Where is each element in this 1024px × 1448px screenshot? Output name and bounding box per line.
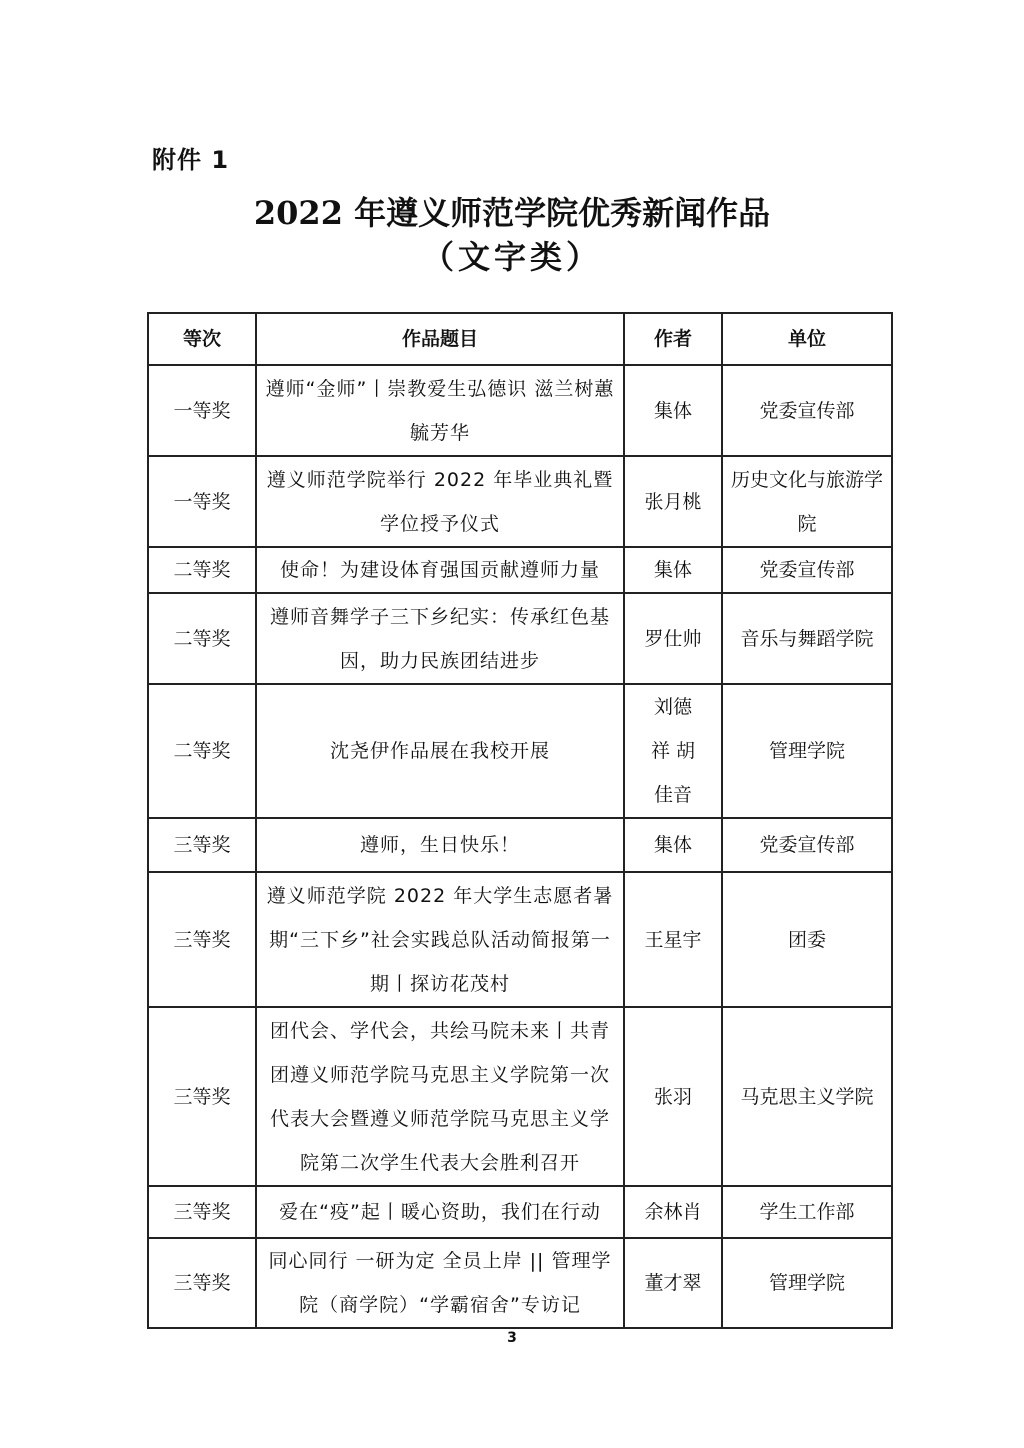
document-title: 2022 年遵义师范学院优秀新闻作品 xyxy=(253,194,771,232)
rank-cell: 一等奖 xyxy=(148,456,256,547)
unit-cell: 马克思主义学院 xyxy=(722,1007,892,1186)
rank-cell: 三等奖 xyxy=(148,872,256,1007)
document-subtitle: （文字类） xyxy=(421,238,602,276)
table-row xyxy=(148,818,892,872)
author-cell: 刘德祥 胡佳音 xyxy=(624,684,722,818)
author-cell: 集体 xyxy=(624,818,722,872)
table-row xyxy=(148,365,892,456)
title-cell: 遵师，生日快乐！ xyxy=(256,818,624,872)
author-cell: 董才翠 xyxy=(624,1238,722,1328)
rank-cell: 三等奖 xyxy=(148,1238,256,1328)
unit-cell: 党委宣传部 xyxy=(722,547,892,593)
awards-table xyxy=(147,312,893,1329)
unit-cell: 团委 xyxy=(722,872,892,1007)
title-cell: 遵义师范学院举行 2022 年毕业典礼暨学位授予仪式 xyxy=(256,456,624,547)
title-cell: 沈尧伊作品展在我校开展 xyxy=(256,684,624,818)
unit-cell: 管理学院 xyxy=(722,684,892,818)
unit-cell: 学生工作部 xyxy=(722,1186,892,1238)
rank-cell: 二等奖 xyxy=(148,547,256,593)
unit-cell: 历史文化与旅游学院 xyxy=(722,456,892,547)
table-row xyxy=(148,1238,892,1328)
table-row xyxy=(148,1007,892,1186)
header-rank: 等次 xyxy=(148,313,256,365)
table-row xyxy=(148,593,892,684)
title-cell: 使命！为建设体育强国贡献遵师力量 xyxy=(256,547,624,593)
author-cell: 张羽 xyxy=(624,1007,722,1186)
author-cell: 张月桃 xyxy=(624,456,722,547)
unit-cell: 管理学院 xyxy=(722,1238,892,1328)
rank-cell: 一等奖 xyxy=(148,365,256,456)
header-unit: 单位 xyxy=(722,313,892,365)
rank-cell: 二等奖 xyxy=(148,593,256,684)
unit-cell: 党委宣传部 xyxy=(722,365,892,456)
title-cell: 遵师“金师”丨崇教爱生弘德识 滋兰树蕙毓芳华 xyxy=(256,365,624,456)
author-cell: 集体 xyxy=(624,365,722,456)
table-row xyxy=(148,872,892,1007)
page-number: 3 xyxy=(507,1330,517,1346)
header-author: 作者 xyxy=(624,313,722,365)
rank-cell: 三等奖 xyxy=(148,818,256,872)
rank-cell: 三等奖 xyxy=(148,1186,256,1238)
title-cell: 遵义师范学院 2022 年大学生志愿者暑期“三下乡”社会实践总队活动简报第一期丨探访花茂村 xyxy=(256,872,624,1007)
title-cell: 团代会、学代会，共绘马院未来丨共青团遵义师范学院马克思主义学院第一次代表大会暨遵义师范学院马克思主义学院第二次学生代表大会胜利召开 xyxy=(256,1007,624,1186)
unit-cell: 音乐与舞蹈学院 xyxy=(722,593,892,684)
rank-cell: 二等奖 xyxy=(148,684,256,818)
header-title: 作品题目 xyxy=(256,313,624,365)
author-cell: 余林肖 xyxy=(624,1186,722,1238)
unit-cell: 党委宣传部 xyxy=(722,818,892,872)
table-row xyxy=(148,1186,892,1238)
attachment-label: 附件 1 xyxy=(152,146,230,174)
title-cell: 同心同行 一研为定 全员上岸 || 管理学院（商学院）“学霸宿舍”专访记 xyxy=(256,1238,624,1328)
rank-cell: 三等奖 xyxy=(148,1007,256,1186)
table-header-row xyxy=(148,313,892,365)
table-row xyxy=(148,547,892,593)
author-cell: 王星宇 xyxy=(624,872,722,1007)
title-cell: 遵师音舞学子三下乡纪实：传承红色基因，助力民族团结进步 xyxy=(256,593,624,684)
author-cell: 集体 xyxy=(624,547,722,593)
title-cell: 爱在“疫”起丨暖心资助，我们在行动 xyxy=(256,1186,624,1238)
table-row xyxy=(148,456,892,547)
author-cell: 罗仕帅 xyxy=(624,593,722,684)
table-row xyxy=(148,684,892,818)
